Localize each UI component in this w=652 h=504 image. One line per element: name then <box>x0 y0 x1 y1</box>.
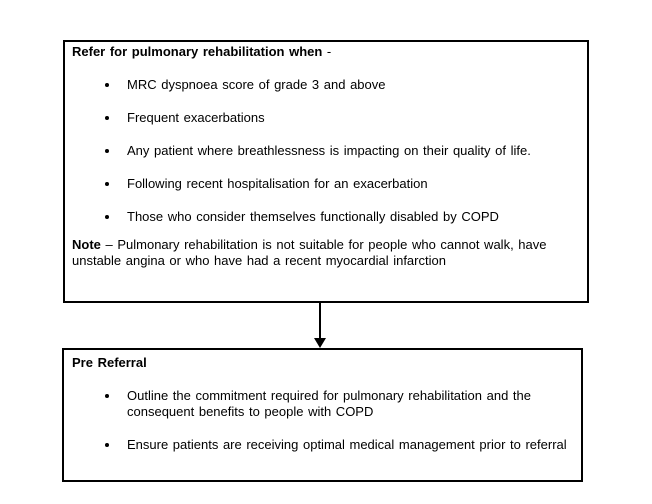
list-item <box>72 176 579 192</box>
pre-referral-title: Pre Referral <box>72 355 147 370</box>
list-item <box>72 143 579 159</box>
list-item <box>72 77 579 93</box>
bullet-icon <box>105 83 109 87</box>
connector-arrow-line <box>319 303 321 339</box>
list-item-text: Ensure patients are receiving optimal medical management prior to referral <box>127 437 567 452</box>
referral-criteria-list <box>72 77 579 225</box>
list-item <box>72 388 573 420</box>
referral-criteria-title-suffix: - <box>322 44 332 59</box>
list-item-text: MRC dyspnoea score of grade 3 and above <box>127 77 386 92</box>
referral-criteria-title <box>72 44 579 60</box>
list-item <box>72 209 579 225</box>
list-item-text: Outline the commitment required for pulmonary rehabilitation and the consequent benefits to people with COPD <box>127 388 531 419</box>
arrow-down-icon <box>314 338 326 348</box>
pre-referral-box <box>62 348 583 482</box>
list-item-text: Any patient where breathlessness is impacting on their quality of life. <box>127 143 531 158</box>
bullet-icon <box>105 215 109 219</box>
bullet-icon <box>105 149 109 153</box>
list-item <box>72 110 579 126</box>
bullet-icon <box>105 182 109 186</box>
bullet-icon <box>105 116 109 120</box>
bullet-icon <box>105 443 109 447</box>
list-item-text: Those who consider themselves functionally disabled by COPD <box>127 209 499 224</box>
note-paragraph <box>72 237 579 269</box>
note-text: – Pulmonary rehabilitation is not suitable for people who cannot walk, have unstable angina or who have had a recent myocardial infarction <box>72 237 547 268</box>
list-item-text: Following recent hospitalisation for an exacerbation <box>127 176 428 191</box>
note-label: Note <box>72 237 101 252</box>
list-item <box>72 437 573 453</box>
referral-criteria-title-text: Refer for pulmonary rehabilitation when <box>72 44 323 59</box>
referral-criteria-box <box>63 40 589 303</box>
pre-referral-list <box>72 388 573 453</box>
bullet-icon <box>105 394 109 398</box>
list-item-text: Frequent exacerbations <box>127 110 265 125</box>
